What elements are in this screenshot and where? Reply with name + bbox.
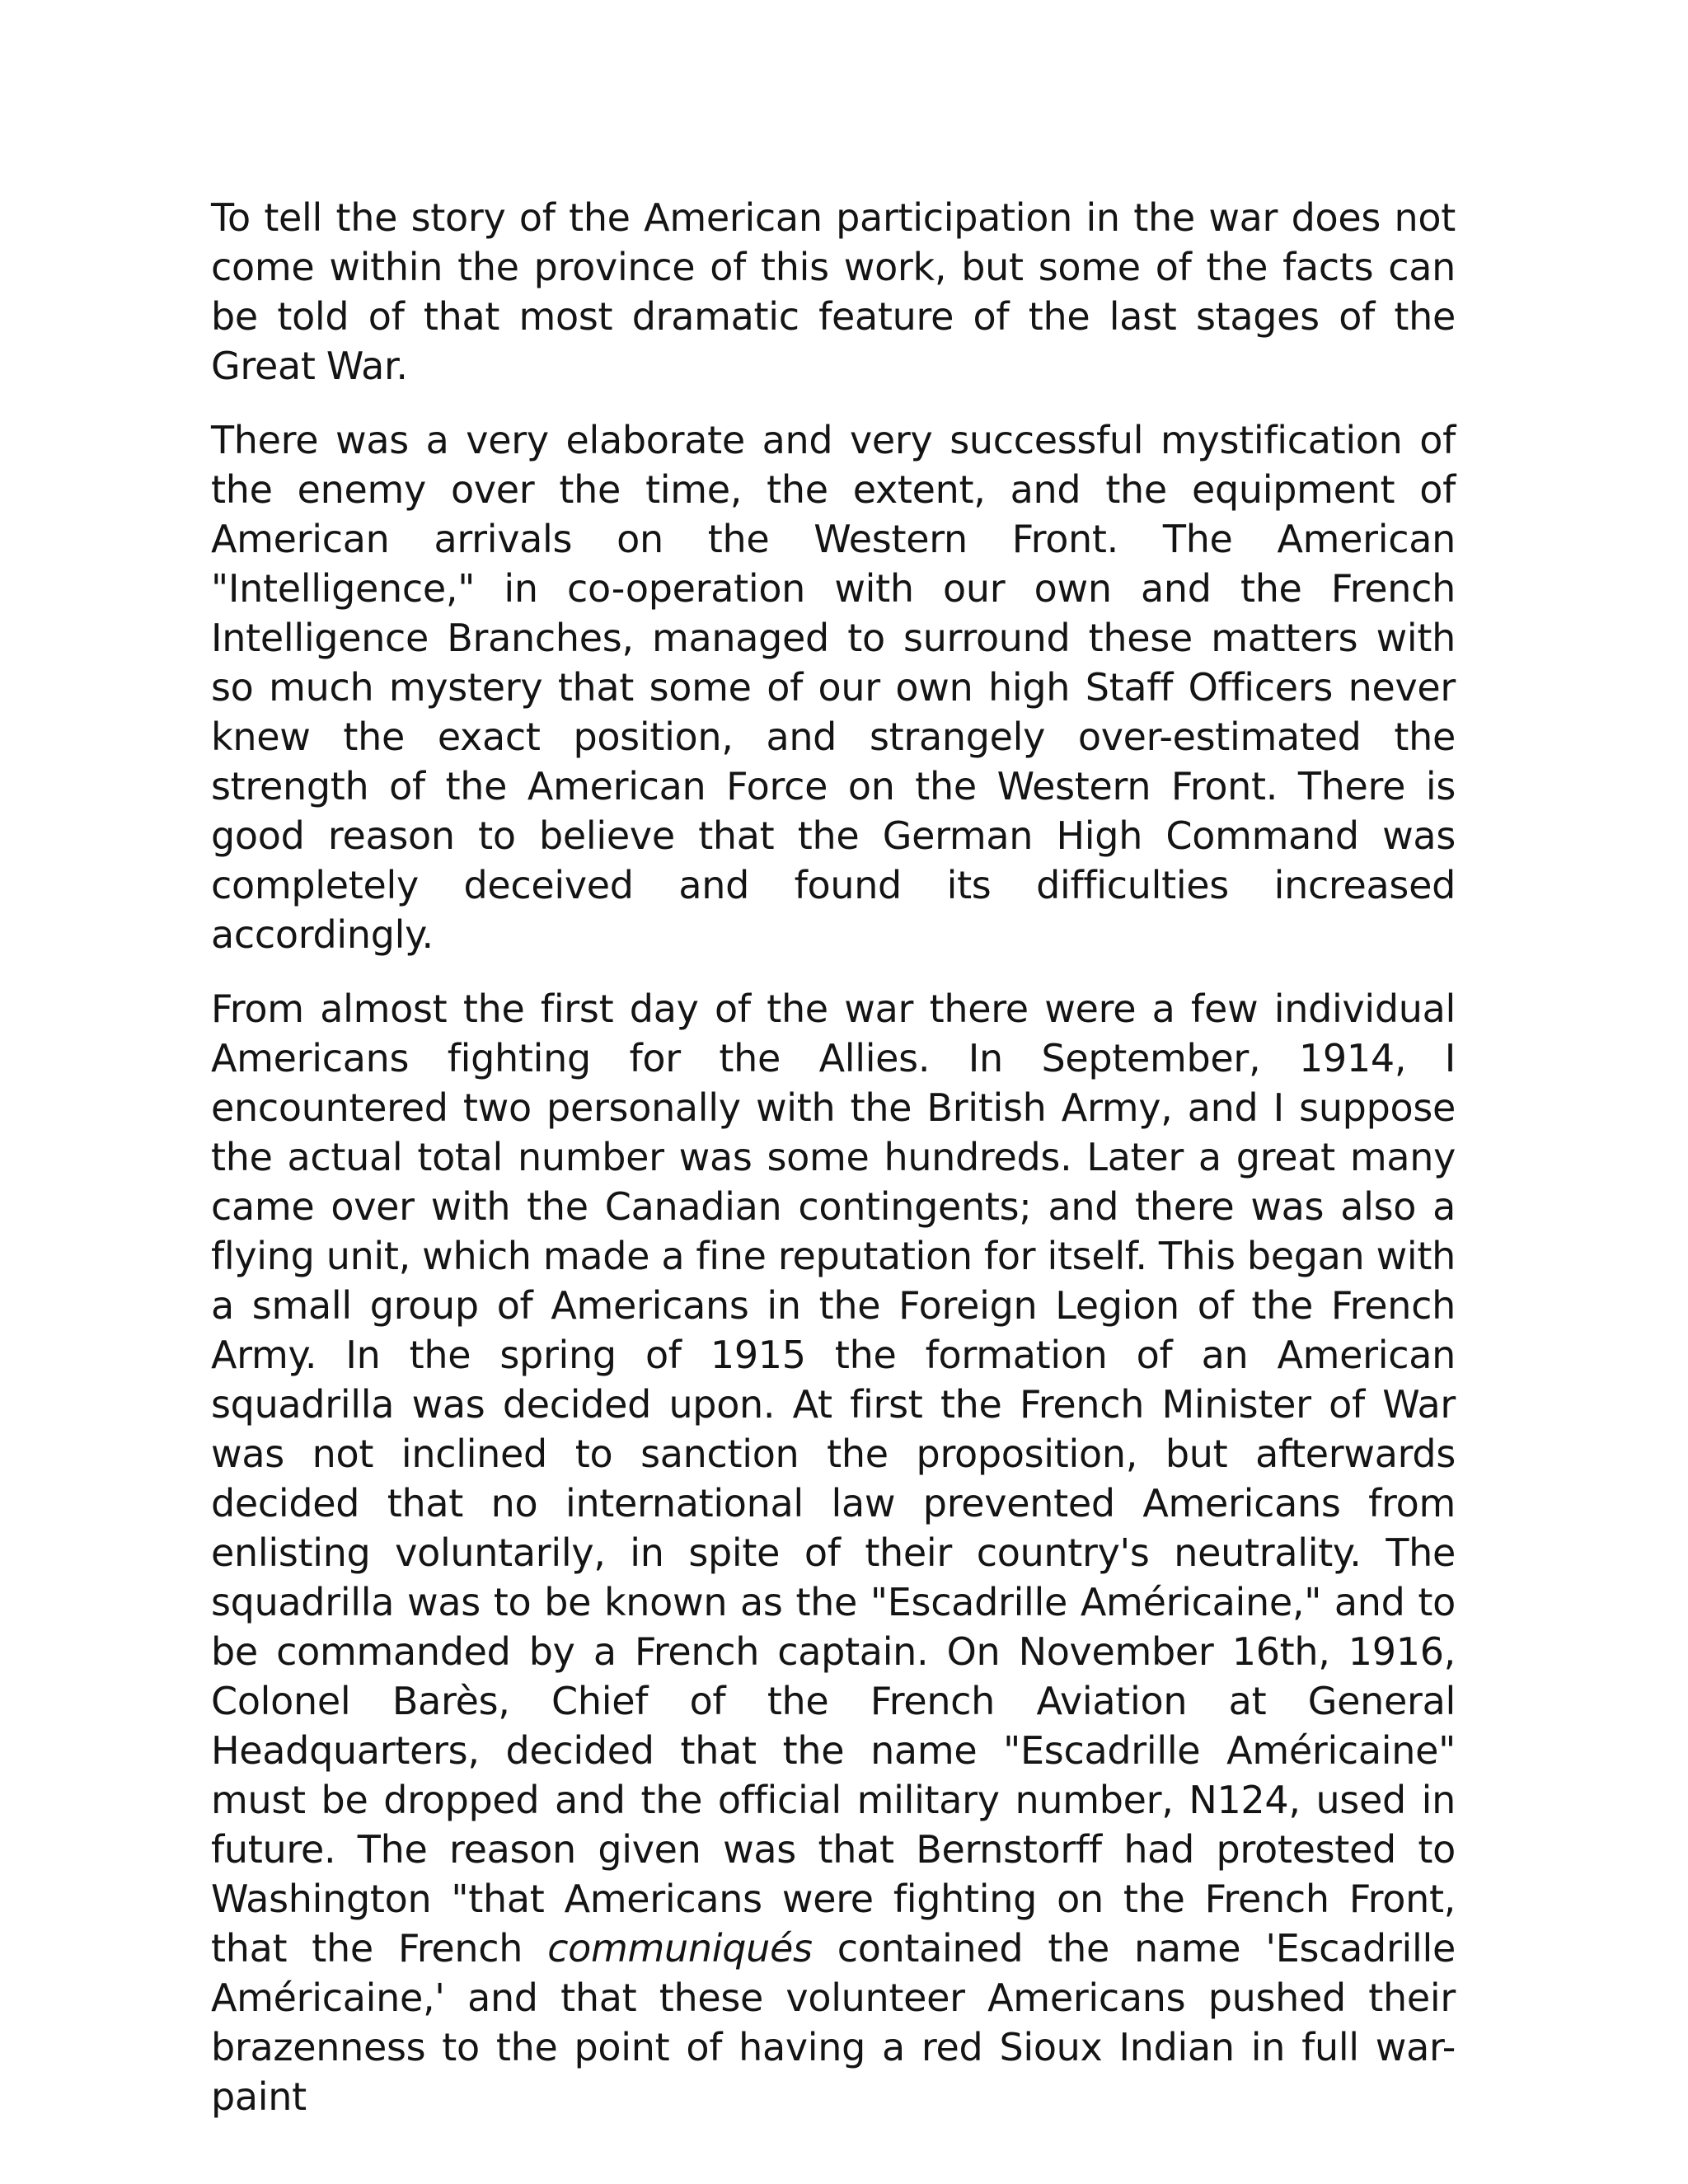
paragraph-3-text-start: From almost the first day of the war there were a few individual Americans fighting for the Allies. In September, 1914, I encountered two personally with the British Army, and I suppose the actual total number was some hundreds. Later a great many came over with the Canadian contingents; and there was also a flying unit, which made a fine reputation for itself. This began with a small group of Americans in the Foreign Legion of the French Army. In the spring of 1915 the formation of an American squadrilla was decided upon. At first the French Minister of War was not inclined to sanction the proposition, but afterwards decided that no international law prevented Americans from enlisting voluntarily, in spite of their country's neutrality. The squadrilla was to be known as the "Escadrille Américaine," and to be commanded by a French captain. On November 16th, 1916, Colonel Barès, Chief of the French Aviation at General Headquarters, decided that the name "Escadrille Américaine" must be dropped and the official military number, N124, used in future. The reason given was that Bernstorff had protested to Washington "that Americans were fighting on the French Front, that the French	[211, 987, 1456, 1971]
paragraph-3-text-end: contained the name 'Escadrille Américaine,' and that these volunteer Americans pushed their brazenness to the point of having a red Sioux Indian in full war-paint	[211, 1926, 1456, 2119]
italic-term: communiqués	[547, 1926, 813, 1971]
paragraph-3	[211, 984, 1456, 2121]
document-page	[211, 193, 1456, 2146]
paragraph-2: There was a very elaborate and very successful mystification of the enemy over the time, the extent, and the equipment of American arrivals on the Western Front. The American "Intelligence," in co-operation with our own and the French Intelligence Branches, managed to surround these matters with so much mystery that some of our own high Staff Officers never knew the exact position, and strangely over-estimated the strength of the American Force on the Western Front. There is good reason to believe that the German High Command was completely deceived and found its difficulties increased accordingly.	[211, 418, 1456, 957]
paragraph-1: To tell the story of the American participation in the war does not come within the province of this work, but some of the facts can be told of that most dramatic feature of the last stages of the Great War.	[211, 195, 1456, 388]
